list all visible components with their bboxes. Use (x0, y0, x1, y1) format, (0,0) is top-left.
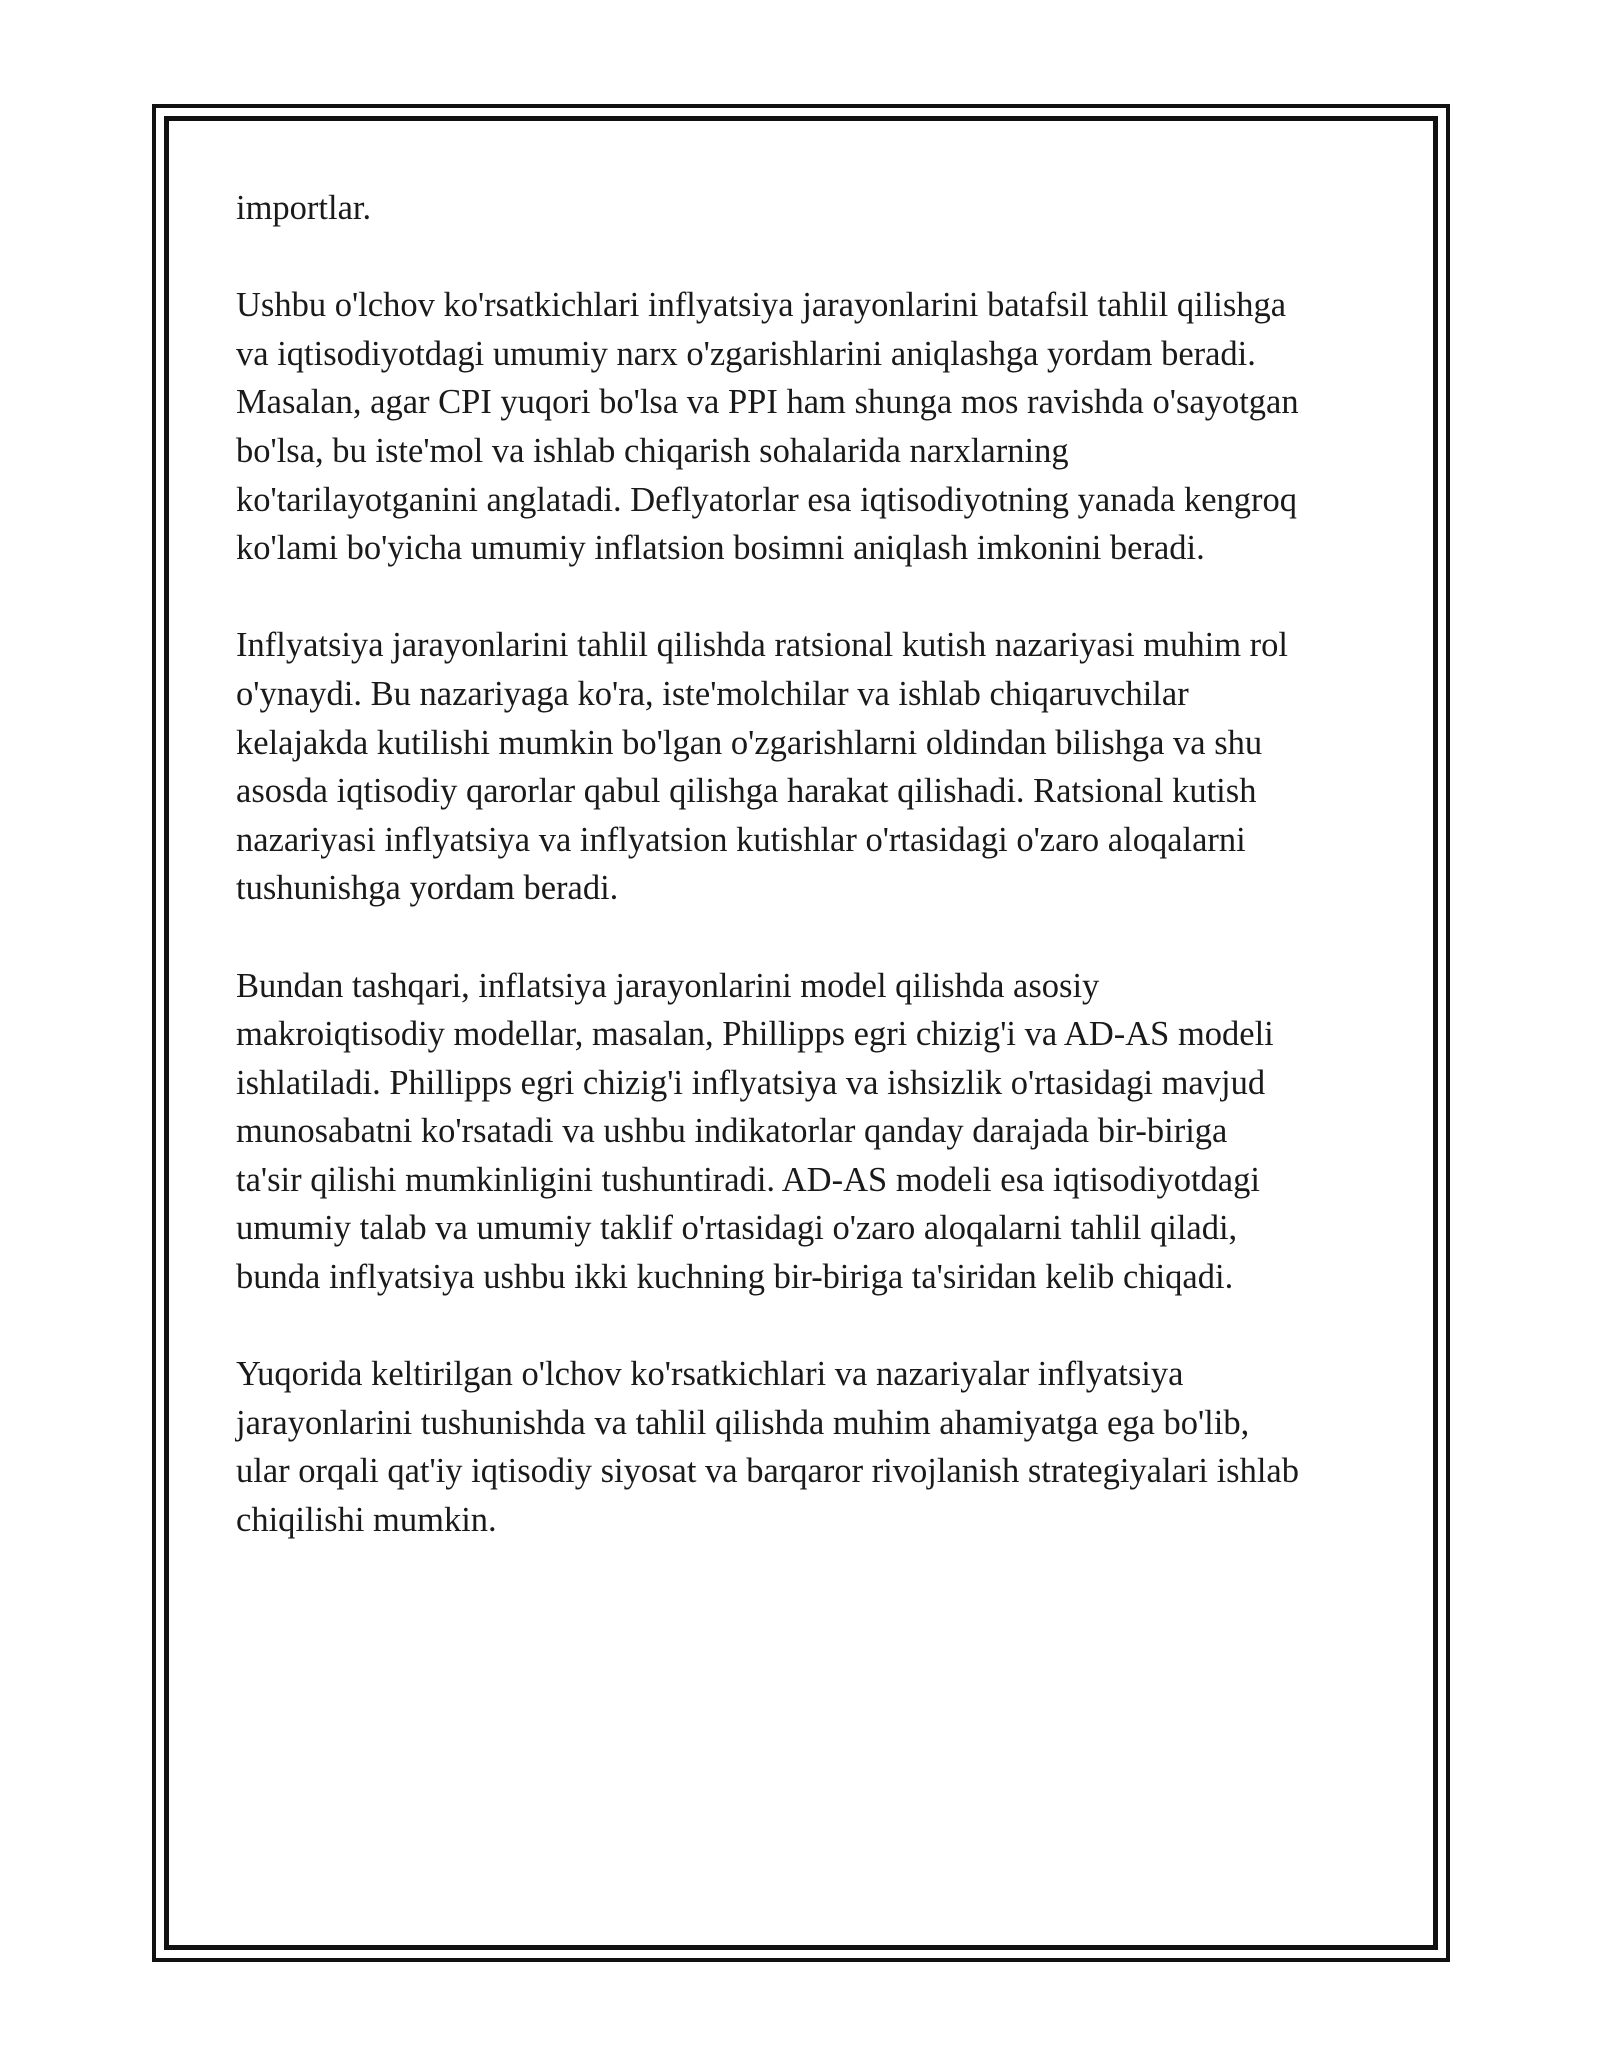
text-line: ular orqali qat'iy iqtisodiy siyosat va barqaror rivojlanish strategiyalari ishlab (236, 1452, 1299, 1491)
text-line: o'ynaydi. Bu nazariyaga ko'ra, iste'molchilar va ishlab chiqaruvchilar (236, 674, 1189, 713)
text-line: Bundan tashqari, inflatsiya jarayonlarini model qilishda asosiy (236, 966, 1100, 1005)
text-line: va iqtisodiyotdagi umumiy narx o'zgarishlarini aniqlashga yordam beradi. (236, 334, 1256, 373)
paragraph (236, 621, 1386, 913)
text-line: ishlatiladi. Phillipps egri chizig'i inflyatsiya va ishsizlik o'rtasidagi mavjud (236, 1063, 1266, 1102)
paragraph (236, 281, 1386, 573)
text-line: asosda iqtisodiy qarorlar qabul qilishga harakat qilishadi. Ratsional kutish (236, 772, 1257, 811)
text-line: Ushbu o'lchov ko'rsatkichlari inflyatsiya jarayonlarini batafsil tahlil qilishga (236, 286, 1287, 325)
text-line: importlar. (236, 189, 372, 227)
text-line: ko'tarilayotganini anglatadi. Deflyatorlar esa iqtisodiyotning yanada kengroq (236, 480, 1298, 519)
text-line: kelajakda kutilishi mumkin bo'lgan o'zgarishlarni oldindan bilishga va shu (236, 723, 1263, 762)
text-line: makroiqtisodiy modellar, masalan, Phillipps egri chizig'i va AD-AS modeli (236, 1015, 1274, 1054)
text-line: ta'sir qilishi mumkinligini tushuntiradi. AD-AS modeli esa iqtisodiyotdagi (236, 1160, 1260, 1199)
text-line: bo'lsa, bu iste'mol va ishlab chiqarish sohalarida narxlarning (236, 431, 1069, 470)
paragraph (236, 1350, 1386, 1544)
text-line: umumiy talab va umumiy taklif o'rtasidagi o'zaro aloqalarni tahlil qiladi, (236, 1209, 1238, 1248)
text-line: bunda inflyatsiya ushbu ikki kuchning bir-biriga ta'siridan kelib chiqadi. (236, 1258, 1234, 1297)
document-body (236, 184, 1386, 1593)
text-line: jarayonlarini tushunishda va tahlil qilishda muhim ahamiyatga ega bo'lib, (236, 1403, 1250, 1442)
text-line: nazariyasi inflyatsiya va inflyatsion kutishlar o'rtasidagi o'zaro aloqalarni (236, 820, 1246, 859)
text-line: Yuqorida keltirilgan o'lchov ko'rsatkichlari va nazariyalar inflyatsiya (236, 1355, 1184, 1394)
text-line: Masalan, agar CPI yuqori bo'lsa va PPI ham shunga mos ravishda o'sayotgan (236, 383, 1299, 422)
paragraph (236, 184, 1386, 233)
paragraph (236, 962, 1386, 1302)
text-line: Inflyatsiya jarayonlarini tahlil qilishda ratsional kutish nazariyasi muhim rol (236, 626, 1288, 665)
text-line: ko'lami bo'yicha umumiy inflatsion bosimni aniqlash imkonini beradi. (236, 529, 1205, 568)
text-line: munosabatni ko'rsatadi va ushbu indikatorlar qanday darajada bir-biriga (236, 1112, 1228, 1151)
text-line: tushunishga yordam beradi. (236, 869, 619, 908)
text-line: chiqilishi mumkin. (236, 1501, 497, 1540)
